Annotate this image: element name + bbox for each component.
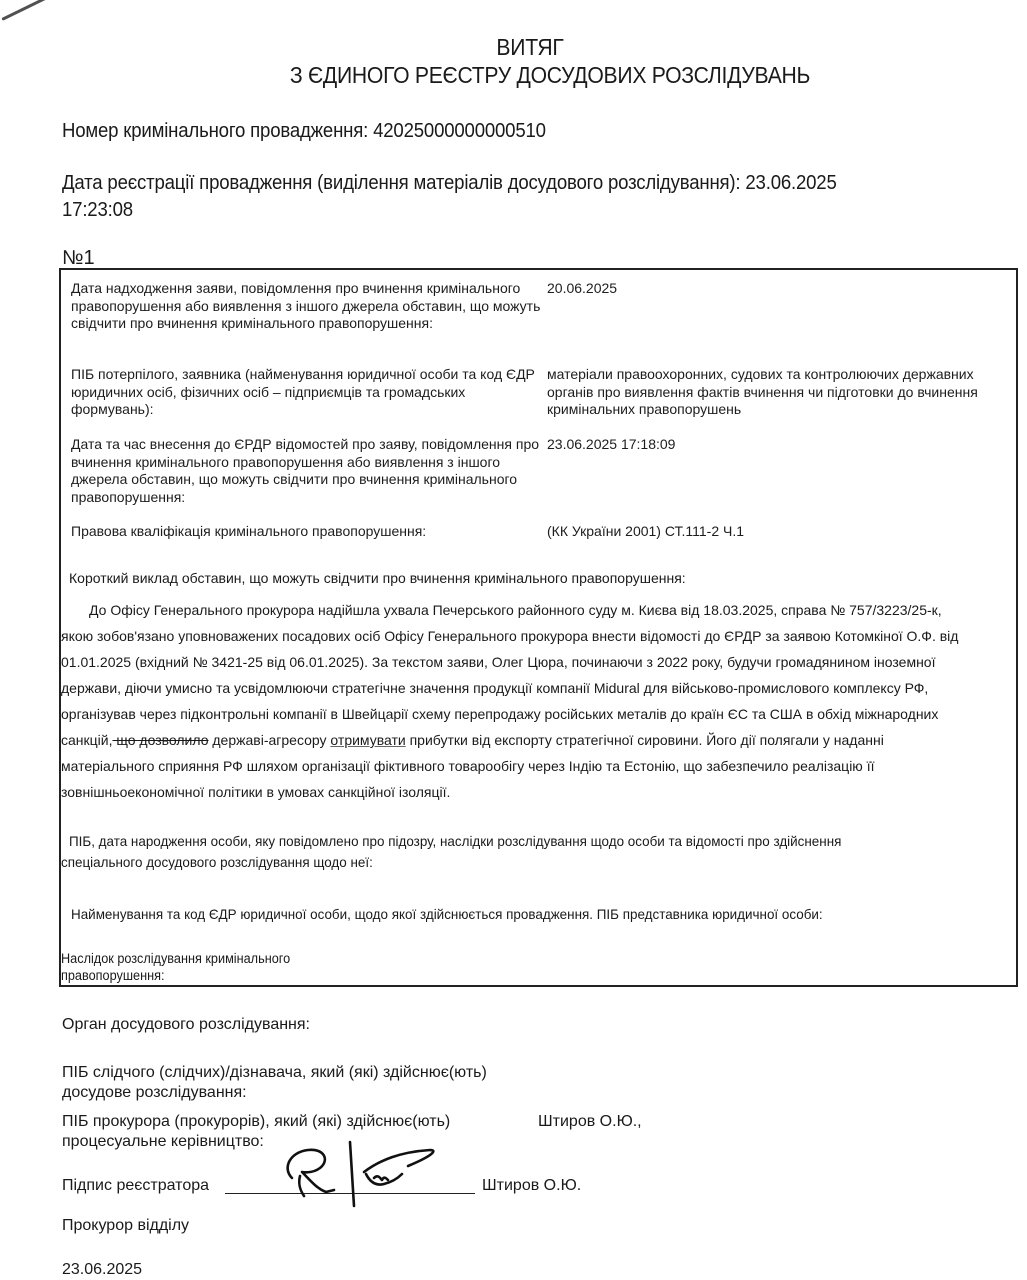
- registrar-role: Прокурор відділу: [62, 1217, 190, 1234]
- narrative-part-3: прибутки від експорту стратегічної сировини. Його дії полягали у наданні матеріального сприяння РФ шляхом організації фіктивного товарообігу через Індію та Естонію, що забезпечило реалізацію її зовнішньоекономічної політики в умовах санкційної ізоляції.: [61, 732, 884, 800]
- erdr-entry-date-label: Дата та час внесення до ЄРДР відомостей про заяву, повідомлення про вчинення кримінального правопорушення або виявлення з іншого джерела обставин, що можуть свідчити про вчинення кримінального правопорушення:: [71, 436, 540, 505]
- handwritten-signature-icon: [280, 1138, 450, 1210]
- suspect-label: ПІБ, дата народження особи, яку повідомлено про підозру, наслідки розслідування щодо особи та відомості про здійснення: [69, 833, 842, 849]
- document-title: ВИТЯГ: [496, 34, 564, 60]
- legal-entity-label: Найменування та код ЄДР юридичної особи, щодо якої здійснюється провадження. ПІБ представника юридичної особи:: [71, 906, 823, 922]
- applicant-value: матеріали правоохоронних, судових та контролюючих державних органів про виявлення фактів вчинення чи підготовки до вчинення кримінальних правопорушень: [547, 366, 978, 417]
- document-subtitle: З ЄДИНОГО РЕЄСТРУ ДОСУДОВИХ РОЗСЛІДУВАНЬ: [289, 62, 811, 88]
- investigation-result-label: Наслідок розслідування кримінального правопорушення:: [61, 951, 291, 983]
- legal-qualification-value: (КК України 2001) СТ.111-2 Ч.1: [547, 523, 745, 539]
- applicant-label: ПІБ потерпілого, заявника (найменування юридичної особи та код ЄДР юридичних осіб, фізичних осіб – підприємців та громадських формувань):: [71, 366, 535, 417]
- registration-date-line: [62, 170, 837, 224]
- signature-label: Підпис реєстратора: [62, 1177, 210, 1194]
- registration-time-value: 17:23:08: [62, 199, 133, 221]
- received-date-label: Дата надходження заяви, повідомлення про вчинення кримінального правопорушення або виявлення з іншого джерела обставин, що можуть свідчити про вчинення кримінального правопорушення:: [71, 280, 541, 331]
- suspect-label-cont: спеціального досудового розслідування щодо неї:: [61, 854, 373, 870]
- received-date-value: 20.06.2025: [547, 280, 618, 296]
- registration-date-value: 23.06.2025: [745, 172, 837, 194]
- case-number-line: [62, 120, 546, 143]
- signature-date: 23.06.2025: [62, 1261, 143, 1278]
- erdr-entry-date-value: 23.06.2025 17:18:09: [547, 436, 676, 452]
- entry-table: [59, 268, 1018, 987]
- investigator-label: ПІБ слідчого (слідчих)/дізнавача, який (які) здійснює(ють) досудове розслідування:: [62, 1064, 487, 1101]
- narrative-heading: Короткий виклад обставин, що можуть свідчити про вчинення кримінального правопорушення:: [69, 570, 686, 586]
- prosecutor-name: Штиров О.Ю.,: [538, 1113, 642, 1130]
- narrative-underlined-text: отримувати: [330, 732, 406, 748]
- narrative-part-1: До Офісу Генерального прокурора надійшла ухвала Печерського районного суду м. Києва від 18.03.2025, справа № 757/3223/25-к, якою зобов'язано уповноважених посадових осіб Офісу Генерального прокурора внести відомості до ЄРДР за заявою Котомкіної О.Ф. від 01.01.2025 (вхідний № 3421-25 від 06.01.2025). За текстом заяви, Олег Цюра, починаючи з 2022 року, будучи громадянином іноземної держави, діючи умисно та усвідомлюючи стратегічне значення продукції компанії Midural для військово-промислового комплексу РФ, організував через підконтрольні компанії в Швейцарії схему перепродажу російських металів до країн ЄС та США в обхід міжнародних санкцій,: [61, 602, 959, 748]
- legal-qualification-label: Правова кваліфікація кримінального правопорушення:: [71, 523, 427, 539]
- prosecutor-label: ПІБ прокурора (прокурорів), який (які) здійснює(ють) процесуальне керівництво:: [62, 1113, 451, 1150]
- entry-number: №1: [62, 247, 95, 269]
- narrative-text: [61, 597, 976, 805]
- narrative-part-2: державі-агресору: [208, 732, 331, 748]
- narrative-struck-text: що дозволило: [112, 732, 209, 748]
- case-number-label: Номер кримінального провадження:: [62, 120, 369, 142]
- registrar-name: Штиров О.Ю.: [482, 1177, 582, 1194]
- investigative-body-label: Орган досудового розслідування:: [62, 1016, 310, 1033]
- registration-date-label: Дата реєстрації провадження (виділення матеріалів досудового розслідування):: [62, 172, 741, 194]
- scan-artifact-mark: [1, 0, 101, 21]
- case-number-value: 42025000000000510: [373, 120, 546, 142]
